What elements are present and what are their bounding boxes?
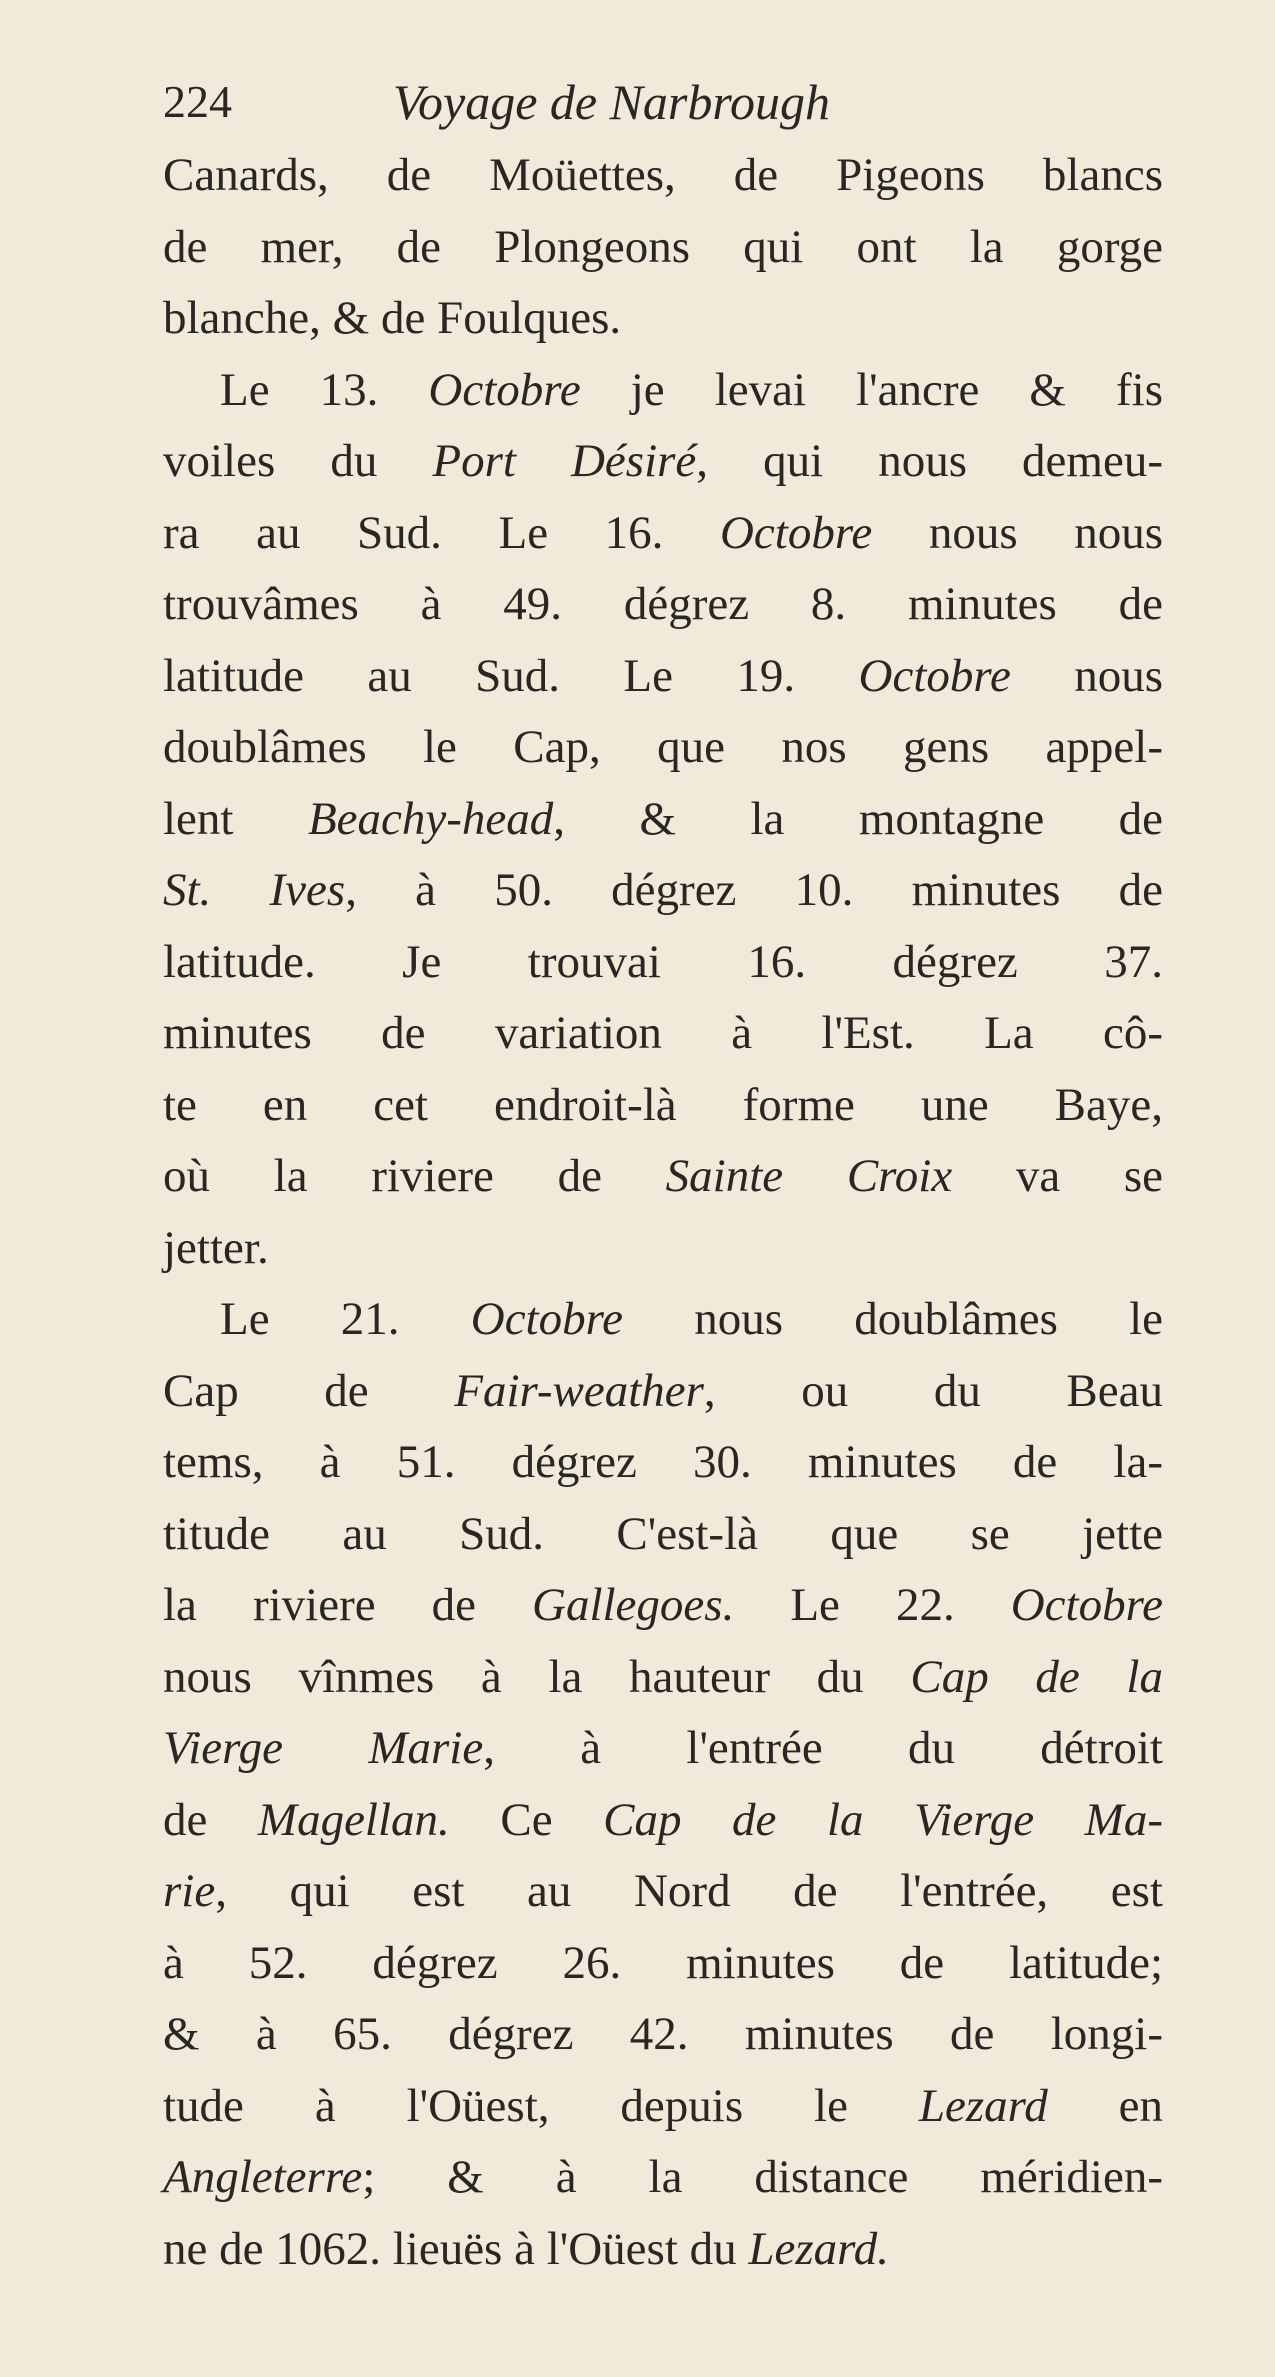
- text-segment: ne de 1062. lieuës à l'Oüest du: [163, 2222, 749, 2275]
- text-line: [163, 641, 1163, 713]
- italic-text: Vierge Marie: [163, 1722, 484, 1774]
- text-segment: , & la montagne de: [553, 792, 1163, 845]
- italic-text: Angleterre: [163, 2151, 363, 2203]
- text-segment: je levai l'ancre & fis: [580, 363, 1164, 416]
- text-segment: latitude au Sud. Le 19.: [163, 649, 859, 702]
- italic-text: St. Ives: [163, 864, 346, 916]
- text-segment: ra au Sud. Le 16.: [163, 506, 720, 559]
- text-segment: nous: [1010, 649, 1164, 702]
- text-line: [163, 998, 1163, 1070]
- text-line: [163, 355, 1163, 427]
- text-line: [163, 2071, 1163, 2143]
- text-segment: Le 13.: [220, 363, 429, 416]
- text-segment: Le 22.: [734, 1579, 1011, 1631]
- text-line: [163, 1928, 1163, 2000]
- text-segment: doublâmes le Cap, que nos gens appel-: [163, 721, 1163, 773]
- text-segment: , à 50. dégrez 10. minutes de: [345, 864, 1163, 916]
- text-segment: Ce: [449, 1793, 604, 1846]
- text-segment: blanche, & de Foulques.: [163, 292, 622, 344]
- text-segment: nous vînmes à la hauteur du: [163, 1650, 911, 1703]
- text-segment: te en cet endroit-là forme une Baye,: [163, 1078, 1163, 1131]
- italic-text: Cap de la Vierge Ma-: [603, 1793, 1163, 1846]
- text-segment: Canards, de Moüettes, de Pigeons blancs: [163, 149, 1163, 201]
- text-segment: Cap de: [163, 1364, 455, 1417]
- text-segment: va se: [952, 1150, 1164, 1202]
- text-line: [163, 712, 1163, 784]
- text-line: [163, 283, 1163, 355]
- italic-text: Sainte Croix: [665, 1150, 953, 1202]
- italic-text: Gallegoes.: [532, 1579, 735, 1631]
- text-line: [163, 927, 1163, 999]
- text-line: [163, 1427, 1163, 1499]
- text-segment: tems, à 51. dégrez 30. minutes de la-: [163, 1436, 1163, 1488]
- italic-text: Octobre: [858, 649, 1011, 702]
- text-line: [163, 1785, 1163, 1857]
- text-segment: lent: [163, 792, 308, 845]
- text-line: [163, 1713, 1163, 1785]
- text-segment: de: [163, 1793, 258, 1846]
- text-segment: , qui est au Nord de l'entrée, est: [215, 1865, 1163, 1917]
- italic-text: Octobre: [719, 506, 873, 559]
- italic-text: Fair-weather: [454, 1364, 704, 1417]
- text-line: [163, 855, 1163, 927]
- text-segment: voiles du: [163, 435, 433, 487]
- text-line: [163, 426, 1163, 498]
- text-segment: où la riviere de: [163, 1150, 666, 1202]
- text-segment: minutes de variation à l'Est. La cô-: [163, 1007, 1163, 1059]
- text-line: [163, 1999, 1163, 2071]
- italic-text: Port Désiré: [432, 435, 697, 487]
- text-line: [163, 1356, 1163, 1428]
- text-segment: tude à l'Oüest, depuis le: [163, 2079, 919, 2132]
- text-segment: en: [1047, 2079, 1163, 2132]
- text-line: [163, 2214, 1163, 2286]
- italic-text: Cap de la: [910, 1650, 1163, 1703]
- text-segment: à 52. dégrez 26. minutes de latitude;: [163, 1936, 1163, 1989]
- text-segment: Le 21.: [220, 1293, 471, 1345]
- text-line: [163, 569, 1163, 641]
- text-line: [163, 1570, 1163, 1642]
- text-segment: nous doublâmes le: [623, 1293, 1163, 1345]
- text-line: [163, 1141, 1163, 1213]
- italic-text: Lezard.: [748, 2222, 889, 2275]
- italic-text: Lezard: [918, 2079, 1048, 2132]
- text-line: [163, 1499, 1163, 1571]
- italic-text: Beachy-head: [307, 792, 554, 845]
- text-line: [163, 1213, 1163, 1285]
- text-line: [163, 784, 1163, 856]
- text-segment: la riviere de: [163, 1579, 532, 1631]
- text-line: [163, 1070, 1163, 1142]
- italic-text: Octobre: [1010, 1579, 1163, 1631]
- italic-text: rie: [163, 1865, 216, 1917]
- page-header: [163, 62, 1163, 142]
- text-segment: ; & à la distance méridien-: [362, 2151, 1163, 2203]
- text-segment: jetter.: [163, 1221, 269, 1274]
- text-line: [163, 2142, 1163, 2214]
- text-line: [163, 1284, 1163, 1356]
- text-line: [163, 1642, 1163, 1714]
- text-segment: trouvâmes à 49. dégrez 8. minutes de: [163, 578, 1163, 630]
- italic-text: Magellan.: [257, 1793, 450, 1846]
- running-head: Voyage de Narbrough: [393, 74, 830, 130]
- body-text: [163, 140, 1163, 2285]
- text-segment: , ou du Beau: [703, 1364, 1163, 1417]
- italic-text: Octobre: [470, 1293, 624, 1345]
- text-line: [163, 1856, 1163, 1928]
- text-segment: , à l'entrée du détroit: [483, 1722, 1163, 1774]
- text-segment: nous nous: [872, 506, 1163, 559]
- italic-text: Octobre: [428, 363, 581, 416]
- text-line: [163, 498, 1163, 570]
- text-segment: & à 65. dégrez 42. minutes de longi-: [163, 2008, 1163, 2060]
- page-number: 224: [163, 76, 232, 127]
- text-line: [163, 212, 1163, 284]
- text-line: [163, 140, 1163, 212]
- text-segment: latitude. Je trouvai 16. dégrez 37.: [163, 935, 1163, 988]
- text-segment: , qui nous demeu-: [696, 435, 1163, 487]
- text-segment: titude au Sud. C'est-là que se jette: [163, 1507, 1163, 1560]
- text-segment: de mer, de Plongeons qui ont la gorge: [163, 220, 1163, 273]
